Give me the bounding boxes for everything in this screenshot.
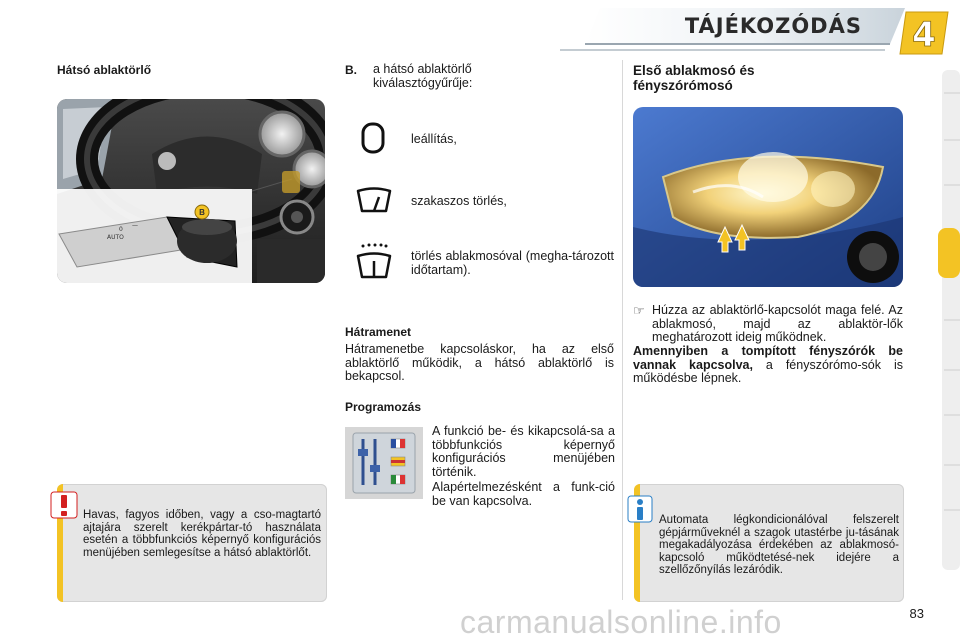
rear-wiper-photo — [57, 99, 325, 283]
chapter-number: 4 — [912, 15, 936, 55]
programming-heading: Programozás — [345, 400, 422, 414]
bold-condition: Amennyiben a tompított fényszórók be vannak kapcsolva, — [633, 344, 903, 372]
option-intermittent-text: szakaszos törlés, — [411, 194, 507, 208]
rear-wiper-heading: Hátsó ablaktörlő — [57, 63, 152, 77]
programming-text-2: Alapértelmezésként a funk-ció be van kapcsolva. — [432, 480, 615, 508]
exclamation-icon — [50, 491, 78, 519]
photo-callout-b: B — [199, 208, 205, 217]
intro-label: B. — [345, 63, 357, 77]
page-title: TÁJÉKOZÓDÁS — [684, 14, 862, 38]
info-text: Automata légkondicionálóval felszerelt gépjárműveknél a szagok utastérbe ju-tásának megakadályozása érdekében az ablakmosó-kapcsoló működtetésé-nek idejére a szellőzőnyílás lezáródik. — [659, 514, 899, 577]
bullet-text: Húzza az ablaktörlő-kapcsolót maga felé. Az ablakmosó, majd az ablaktör-lők meghatározott ideig működnek. — [652, 303, 903, 344]
option-wash-text: törlés ablakmosóval (megha-tározott időtartam). — [411, 249, 614, 277]
headlamp-washer-note — [633, 345, 903, 386]
programming-text-1: A funkció be- és kikapcsolá-sa a többfunkciós képernyő konfigurációs menüjében történik. — [432, 424, 615, 479]
page-number: 83 — [909, 606, 924, 621]
front-washer-heading: Első ablakmosó és fényszórómosó — [633, 63, 755, 93]
chapter-tabs — [938, 70, 960, 570]
reverse-heading: Hátramenet — [345, 325, 412, 339]
wiper-off-icon — [356, 121, 390, 155]
info-icon — [627, 495, 653, 523]
chapter-badge — [898, 8, 950, 56]
bullet-symbol: ☞ — [633, 303, 645, 318]
svg-text:AUTO: AUTO — [107, 234, 124, 241]
watermark: carmanualsonline.info — [460, 604, 782, 640]
reverse-text: Hátramenetbe kapcsoláskor, ha az első ablaktörlő működik, a hátsó ablaktörlő is bekapcsol. — [345, 342, 614, 383]
svg-text:—: — — [132, 222, 138, 229]
headlamp-photo — [633, 107, 903, 287]
intro-text: a hátsó ablaktörlő kiválasztógyűrűje: — [373, 62, 473, 90]
column-divider — [622, 60, 623, 600]
condition-rest: a fényszórómo-sók is működésbe lépnek. — [633, 357, 903, 385]
wiper-intermittent-icon — [355, 183, 393, 217]
wiper-wash-icon — [355, 243, 393, 283]
multifunction-display-icon — [345, 427, 423, 499]
svg-text:0: 0 — [119, 226, 123, 233]
option-off-text: leállítás, — [411, 132, 457, 146]
warning-text: Havas, fagyos időben, vagy a cso-magtartó ajtajára szerelt kerékpártar-tó használata esetén a többfunkciós képernyő konfigurációs menüjében semlegesítse a hátsó ablaktörlőt. — [83, 509, 321, 559]
